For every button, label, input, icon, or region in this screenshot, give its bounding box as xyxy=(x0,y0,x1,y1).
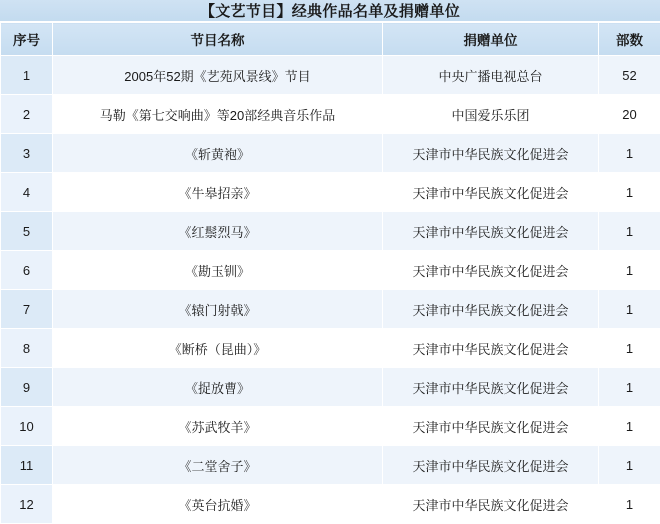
table-row xyxy=(1,212,660,251)
cell-program-name: 2005年52期《艺苑风景线》节目 xyxy=(53,56,383,95)
table-row xyxy=(1,290,660,329)
cell-program-name: 《勘玉钏》 xyxy=(53,251,383,290)
column-header-donor-org: 捐赠单位 xyxy=(383,23,599,56)
cell-donor-org: 天津市中华民族文化促进会 xyxy=(383,173,599,212)
cell-count: 1 xyxy=(599,368,660,407)
column-header-index: 序号 xyxy=(1,23,53,56)
table-row xyxy=(1,173,660,212)
cell-index: 8 xyxy=(1,329,53,368)
cell-count: 1 xyxy=(599,446,660,485)
cell-program-name: 《捉放曹》 xyxy=(53,368,383,407)
cell-count: 52 xyxy=(599,56,660,95)
cell-count: 1 xyxy=(599,485,660,524)
cell-donor-org: 天津市中华民族文化促进会 xyxy=(383,329,599,368)
program-donation-table xyxy=(0,22,660,524)
cell-count: 1 xyxy=(599,212,660,251)
cell-count: 1 xyxy=(599,173,660,212)
cell-index: 9 xyxy=(1,368,53,407)
cell-index: 10 xyxy=(1,407,53,446)
cell-index: 3 xyxy=(1,134,53,173)
cell-donor-org: 中国爱乐乐团 xyxy=(383,95,599,134)
cell-program-name: 《二堂舍子》 xyxy=(53,446,383,485)
cell-index: 1 xyxy=(1,56,53,95)
table-row xyxy=(1,134,660,173)
table-row xyxy=(1,485,660,524)
cell-program-name: 《斩黄袍》 xyxy=(53,134,383,173)
table-row xyxy=(1,251,660,290)
cell-index: 4 xyxy=(1,173,53,212)
cell-donor-org: 天津市中华民族文化促进会 xyxy=(383,407,599,446)
cell-program-name: 《牛皋招亲》 xyxy=(53,173,383,212)
cell-index: 2 xyxy=(1,95,53,134)
cell-donor-org: 中央广播电视总台 xyxy=(383,56,599,95)
table-row xyxy=(1,407,660,446)
cell-index: 5 xyxy=(1,212,53,251)
cell-donor-org: 天津市中华民族文化促进会 xyxy=(383,251,599,290)
cell-program-name: 《红鬃烈马》 xyxy=(53,212,383,251)
cell-program-name: 《辕门射戟》 xyxy=(53,290,383,329)
cell-count: 1 xyxy=(599,290,660,329)
cell-count: 20 xyxy=(599,95,660,134)
cell-index: 12 xyxy=(1,485,53,524)
cell-count: 1 xyxy=(599,134,660,173)
table-row xyxy=(1,329,660,368)
column-header-program-name: 节目名称 xyxy=(53,23,383,56)
table-body xyxy=(1,56,660,524)
cell-count: 1 xyxy=(599,251,660,290)
cell-program-name: 《断桥（昆曲）》 xyxy=(53,329,383,368)
table-row xyxy=(1,95,660,134)
cell-donor-org: 天津市中华民族文化促进会 xyxy=(383,212,599,251)
page-title: 【文艺节目】经典作品名单及捐赠单位 xyxy=(200,0,460,21)
cell-program-name: 《英台抗婚》 xyxy=(53,485,383,524)
cell-donor-org: 天津市中华民族文化促进会 xyxy=(383,134,599,173)
cell-donor-org: 天津市中华民族文化促进会 xyxy=(383,368,599,407)
cell-index: 6 xyxy=(1,251,53,290)
cell-program-name: 马勒《第七交响曲》等20部经典音乐作品 xyxy=(53,95,383,134)
table-row xyxy=(1,446,660,485)
table-row xyxy=(1,368,660,407)
cell-program-name: 《苏武牧羊》 xyxy=(53,407,383,446)
cell-index: 11 xyxy=(1,446,53,485)
cell-donor-org: 天津市中华民族文化促进会 xyxy=(383,485,599,524)
cell-count: 1 xyxy=(599,329,660,368)
table-header xyxy=(1,23,660,56)
cell-index: 7 xyxy=(1,290,53,329)
table-header-row xyxy=(1,23,660,56)
cell-donor-org: 天津市中华民族文化促进会 xyxy=(383,446,599,485)
column-header-count: 部数 xyxy=(599,23,660,56)
document-title-bar xyxy=(0,0,660,22)
table-row xyxy=(1,56,660,95)
cell-donor-org: 天津市中华民族文化促进会 xyxy=(383,290,599,329)
cell-count: 1 xyxy=(599,407,660,446)
